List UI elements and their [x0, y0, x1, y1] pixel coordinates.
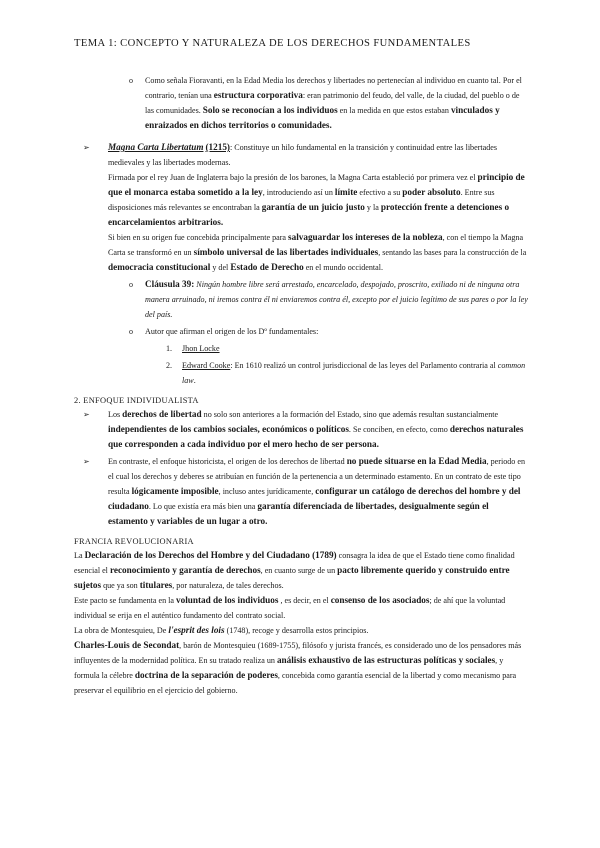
francia-paragraph-3: La obra de Montesquieu, De l'esprit des lois (1748), recoge y desarrolla estos principios.: [74, 625, 369, 635]
magna-carta-item: ➢ Magna Carta Libertatum (1215): Constituye un hilo fundamental en la transición y continuidad entre las libertades medievales y las libertades modernas. Firmada por el rey Juan de Inglaterra bajo la presión de los barones, la Magna Carta estableció por primera vez el principio de que el monarca estaba sometido a la ley, introduciendo así un límite efectivo a su poder absoluto. Entre sus disposiciones más relevantes se encontraban la garantía de un juicio justo y la protección frente a detenciones o encarcelamientos arbitrarios. Si bien en su origen fue concebida principalmente para salvaguardar los intereses de la nobleza, con el tiempo la Magna Carta se transformó en un símbolo universal de las libertades individuales, sentando las bases para la construcción de la democracia constitucional y del Estado de Derecho en el mundo occidental.: [74, 140, 530, 275]
autor-cooke-item: 2. Edward Cooke: En 1610 realizó un control jurisdiccional de las leyes del Parlamento contraria al common law.: [166, 361, 526, 385]
intro-list-item: o Como señala Fioravanti, en la Edad Media los derechos y libertades no pertenecían al individuo en cuanto tal. Por el contrario, tenían una estructura corporativa: eran patrimonio del feudo, del valle, de la ciudad, del pueblo o de las comunidades. Solo se reconocían a los individuos en la medida en que estos estaban vinculados y enraizados en dichos territorios o comunidades.: [74, 73, 530, 133]
circle-bullet-icon: o: [129, 280, 133, 289]
enfoque-heading: 2. ENFOQUE INDIVIDUALISTA: [74, 396, 199, 405]
enfoque-item-2: ➢ En contraste, el enfoque historicista, el origen de los derechos de libertad no puede situarse en la Edad Media, periodo en el cual los derechos y deberes se atribuían en función de la pertenencia a un determinado estamento. En un contrato de este tipo resulta lógicamente imposible, incluso antes jurídicamente, configurar un catálogo de derechos del hombre y del ciudadano. Lo que existía era más bien una garantía diferenciada de libertades, desigualmente según el estamento y variables de un lugar a otro.: [83, 456, 525, 526]
autores-item: o Autor que afirman el origen de los Dº fundamentales:: [34, 324, 530, 339]
francia-paragraph-4: Charles-Louis de Secondat, barón de Montesquieu (1689-1755), filósofo y jurista francés, es considerado uno de los pensadores más influyentes de la modernidad política. En su tratado realiza un análisis exhaustivo de las estructuras políticas y sociales, y formula la célebre doctrina de la separación de poderes, concebida como garantía esencial de la libertad y como mecanismo para preservar el equilibrio en el ejercicio del gobierno.: [74, 640, 522, 695]
page-title: TEMA 1: CONCEPTO Y NATURALEZA DE LOS DERECHOS FUNDAMENTALES: [74, 38, 471, 49]
clausula-39-item: o Cláusula 39: Ningún hombre libre será arrestado, encarcelado, despojado, proscrito, exiliado ni de ninguna otra manera arruinado, ni iremos contra él ni enviaremos contra él, excepto por el juicio legítimo de sus pares o por la ley del país.: [129, 279, 528, 319]
magna-carta-paragraph-2: Firmada por el rey Juan de Inglaterra bajo la presión de los barones, la Magna Carta estableció por primera vez el principio de que el monarca estaba sometido a la ley, introduciendo así un límite efectivo a su poder absoluto. Entre sus disposiciones más relevantes se encontraban la garantía de un juicio justo y la protección frente a detenciones o encarcelamientos arbitrarios.: [108, 172, 525, 227]
circle-bullet-icon: o: [129, 327, 133, 336]
autor-locke-item: 1. Jhon Locke: [166, 344, 220, 353]
magna-carta-paragraph-3: Si bien en su origen fue concebida principalmente para salvaguardar los intereses de la nobleza, con el tiempo la Magna Carta se transformó en un símbolo universal de las libertades individuales, sentando las bases para la construcción de la democracia constitucional y del Estado de Derecho en el mundo occidental.: [108, 232, 527, 272]
arrow-bullet-icon: ➢: [83, 410, 90, 419]
enfoque-item-1: ➢ Los derechos de libertad no solo son anteriores a la formación del Estado, sino que además resultan sustancialmente independientes de los cambios sociales, económicos o políticos. Se conciben, en efecto, como derechos naturales que corresponden a cada individuo por el mero hecho de ser persona.: [83, 409, 524, 449]
arrow-bullet-icon: ➢: [83, 457, 90, 466]
francia-heading: FRANCIA REVOLUCIONARIA: [74, 537, 194, 546]
francia-paragraph-2: Este pacto se fundamenta en la voluntad de los individuos , es decir, en el consenso de los asociados; de ahí que la voluntad individual se erija en el auténtico fundamento del contrato social.: [74, 595, 506, 620]
circle-bullet-icon: o: [129, 76, 133, 85]
arrow-bullet-icon: ➢: [83, 143, 90, 152]
francia-paragraph-1: La Declaración de los Derechos del Hombre y del Ciudadano (1789) consagra la idea de que el Estado tiene como finalidad esencial el reconocimiento y garantía de derechos, en cuanto surge de un pacto libremente querido y construido entre sujetos que ya son titulares, por naturaleza, de tales derechos.: [74, 550, 515, 590]
